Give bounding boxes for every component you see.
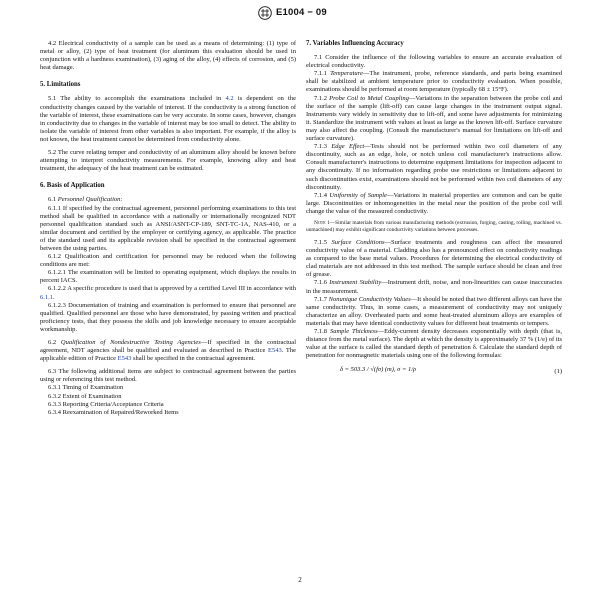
link-e543-b[interactable]: E543 [117, 355, 132, 363]
section-6-1-2-3: 6.1.2.3 Documentation of training and examination is performed to ensure that personnel are qualified. Qualified personnel are those who have demonstrated, by passing written and practical proficiency tests, that they possess the skills and job knowledge necessary to ensure acceptable workmanship. [40, 301, 296, 333]
section-7-1-6 [306, 279, 562, 295]
section-body: —Instrument drift, noise, and non-linearities can cause inaccuracies in the measurement. [306, 279, 562, 295]
section-7-1-8 [306, 328, 562, 360]
section-6-1-title: Personnel Qualification: [57, 196, 123, 204]
section-6-1-2: 6.1.2 Qualification and certification for personnel may be reduced when the following conditions are met: [40, 253, 296, 269]
section-title: Temperature [330, 70, 363, 78]
section-body: —Surface treatments and roughness can affect the measured conductivity value of a material. Cladding also has a pronounced effect on conductivity readings as compared to the base metal values. Procedures for determining the electrical conductivity of clad materials are not addressed in this test method. The sample surface should be clean and free of grease. [306, 238, 562, 279]
heading-basis-of-application: 6. Basis of Application [40, 182, 105, 190]
section-7-1-1 [306, 70, 562, 94]
link-e543-a[interactable]: E543 [268, 347, 282, 355]
section-5-1-text-cont: is dependent on the conductivity changes caused by the variable of interest. If the conductivity is a strong function of the variable of interest, these examinations can be very accurate. In some cases, however, changes in conductivity due to changes in the variable of interest may be too small to detect. The ability to isolate the variable of interest from other variables is also important. For example, if the alloy is not known, the heat treatment cannot be determined from conductivity alone. [40, 95, 296, 143]
section-number: 7.1.3 [314, 143, 332, 151]
link-6-1-1[interactable]: 6.1.1 [40, 293, 53, 301]
page-number: 2 [298, 576, 302, 584]
section-6-2-number: 6.2 [48, 339, 61, 346]
section-6-1-number: 6.1 [48, 196, 58, 204]
section-title: Edge Effect [331, 143, 365, 151]
note-body: —Similar materials from various manufacturing methods (extrusion, forging, casting, rolling, machined vs. unmachined) may exhibit significant conductivity variations between processes. [306, 219, 562, 233]
section-body: —Tests should not be performed within two coil diameters of any discontinuity, such as an edge, hole, or notch unless coil manufacturer's instructions allow. Consult manufacturer's instructions to determine equipment limitations for inspection adjacent to any discontinuity. If no information regarding probe use restrictions or limitations adjacent to such discontinuities exist, examinations should not be performed within two coil diameters of any discontinuity. [306, 143, 563, 191]
section-4-2: 4.2 Electrical conductivity of a sample can be used as a means of determining: (1) type of metal or alloy, (2) type of heat treatment (for aluminum this evaluation should be used in conjunction with a hardness examination), (3) aging of the alloy, (4) effects of corrosion, and (5) heat damage. [40, 40, 296, 72]
heading-variables-influencing-accuracy: 7. Variables Influencing Accuracy [306, 40, 404, 47]
section-6-2 [40, 339, 296, 363]
section-7-1-2 [306, 95, 562, 144]
list-item: 6.3.3 Reporting Criteria/Acceptance Criteria [48, 400, 164, 408]
section-5-1 [40, 95, 296, 144]
note-label: Note 1 [314, 219, 330, 226]
section-body: —It should be noted that two different alloys can have the same conductivity. Thus, in some cases, a measurement of conductivity may not uniquely characterize an alloy. Overheated parts and some heat-treated aluminum alloys are examples of materials that may have identical conductivity values for different heat treatments or tempers. [306, 295, 562, 327]
section-title: Nonunique Conductivity Values [328, 295, 411, 303]
section-7-1-5 [306, 239, 562, 279]
section-6-1-1: 6.1.1 If specified by the contractual agreement, personnel performing examinations to this test method shall be qualified in accordance with a nationally or internationally recognized NDT personnel qualification standard such as ANSI/ASNT-CP-189, SNT-TC-1A, NAS-410, or a similar document and certified by the employer or certifying agency, as applicable. The practice of the standard used and its applicable revision shall be specified in the contractual agreement between the using parties. [40, 204, 296, 252]
section-6-2-text-end: shall be specified in the contractual agreement. [131, 355, 256, 363]
section-6-1 [40, 196, 296, 204]
link-4-2[interactable]: 4.2 [225, 95, 234, 103]
section-6-1-2-2-text: 6.1.2.2 A specific procedure is used that is approved by a certified Level III in accordance with [48, 285, 296, 293]
section-5-2: 5.2 The curve relating temper and conductivity of an aluminum alloy should be known before attempting to interpret conductivity measurements. For example, knowing alloy and heat treatment, the adequacy of the heat treatment can be estimated. [40, 149, 296, 173]
section-7-1: 7.1 Consider the influence of the following variables to ensure an accurate evaluation of electrical conductivity. [306, 54, 562, 70]
section-number: 7.1.4 [314, 191, 330, 199]
section-7-1-3 [306, 143, 562, 192]
list-item: 6.3.2 Extent of Examination [48, 392, 122, 400]
section-body: —Variations in material properties are common and can be quite large. Discontinuities or inhomogeneities in the metal near the position of the probe coil will change the value of the measured conductivity. [306, 191, 562, 215]
equation-formula: δ = 503.3 / √(fσ) (m), σ = 1/ρ [340, 366, 417, 374]
section-6-1-2-2 [40, 285, 296, 301]
section-number: 7.1.1 [314, 70, 331, 78]
section-number: 7.1.2 [314, 94, 330, 102]
section-6-2-text: —If specified in the contractual agreement, NDT agencies shall be qualified and evaluated as described in Practice [40, 339, 296, 355]
section-6-3: 6.3 The following additional items are subject to contractual agreement between the parties using or referencing this test method. [40, 368, 296, 384]
section-6-1-2-1: 6.1.2.1 The examination will be limited to operating equipment, which displays the results in percent IACS. [40, 269, 296, 285]
section-title: Surface Conditions [331, 238, 385, 246]
section-7-1-4 [306, 192, 562, 216]
page-header [0, 6, 600, 24]
heading-limitations: 5. Limitations [40, 81, 81, 89]
list-item: 6.3.4 Reexamination of Repaired/Reworked Items [48, 408, 179, 416]
right-column [306, 40, 562, 380]
section-title: Probe Coil to Metal Coupling [329, 94, 409, 102]
section-5-1-text: 5.1 The ability to accomplish the examinations included in [48, 95, 226, 103]
astm-logo-icon [258, 6, 272, 20]
standard-designation: E1004 − 09 [276, 7, 327, 18]
equation-1 [306, 364, 562, 380]
section-body: —Eddy-current density decreases exponentially with depth (that is, distance from the metal surface). The depth at which the density is approximately 37 % (1/e) of its value at the surface is called the standard depth of penetration δ. Calculate the standard depth of penetration for nonmagnetic materials using one of the following formulas: [306, 328, 562, 360]
section-title: Instrument Stability [329, 279, 382, 287]
left-column [40, 40, 296, 417]
section-6-1-2-2-end: . [53, 293, 55, 301]
section-number: 7.1.7 [314, 295, 329, 303]
equation-number: (1) [554, 368, 562, 376]
section-number: 7.1.8 [314, 328, 330, 335]
section-title: Uniformity of Sample [329, 191, 387, 199]
section-6-2-title: Qualification of Nondestructive Testing Agencies [60, 339, 201, 346]
section-6-2-text-mid: . The applicable edition of Practice [40, 347, 296, 363]
section-7-1-7 [306, 296, 562, 328]
section-body: —The instrument, probe, reference standards, and parts being examined shall be stabilized at ambient temperature prior to conductivity evaluation. When possible, examinations should be performed at room temperature (typically 68 ± 15°F). [306, 70, 563, 94]
section-number: 7.1.5 [314, 238, 332, 246]
section-title: Sample Thickness [329, 328, 378, 335]
list-item: 6.3.1 Timing of Examination [48, 384, 124, 392]
section-number: 7.1.6 [314, 279, 330, 287]
section-body: —Variations in the separation between the probe coil and the surface of the sample (lift-off) can cause large changes in the instrument output signal. Instruments vary widely in sensitivity due to lift-off, and some have adjustments for minimizing it. Standardize the instrument with values at least as large as the known lift-off. Surface curvature may also affect the coupling. (Consult the manufacturer's manual for limitations on lift-off and surface curvature). [306, 94, 563, 143]
note-1 [306, 220, 562, 234]
